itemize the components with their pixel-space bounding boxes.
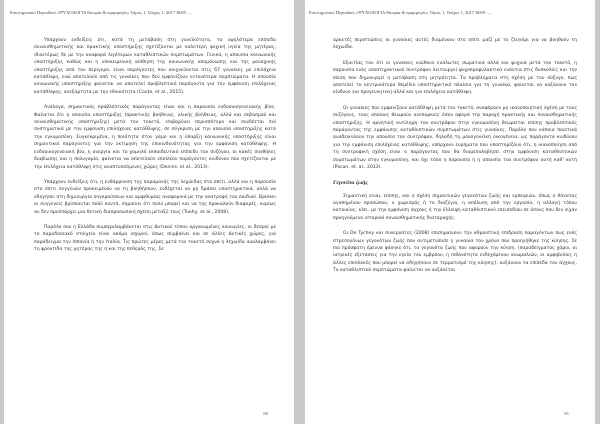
running-head: Επιστημονικό Περιοδικό «ΨΥΧΟΛΟΓΙΑ Θεωρία & εφαρμογές» Τόμος 1, Τεύχος 1, 2017 ISSN .....: [309, 10, 493, 15]
paragraph: Παρόλο που η Ελλάδα συμπεριλαμβάνεται στις Δυτικού τύπου οργανωμένες κοινωνίες, οι δεσμοί με το παραδοσιακό στοιχείο είναι ακόμα ισχυροί, όπως συμβαίνει και σε άλλες Δυτικές χώρες, για παράδειγμα την Ισπανία ή την Ιταλία. Τις πρώτες μέρες μετά τον τοκετό συχνά η λεχωίδα αναλαμβάνει τη φροντίδα της μητέρας της ή και της πεθεράς της. Σε: [34, 224, 276, 253]
paragraph: Οι De Tychey και συνεργάτες (2008) επισημαίνουν την αθροιστική επίδραση παραγόντων πως ενός στρεσογόνων γεγονότων ζωής που αντιμετώπισε η γυναίκα τον χρόνο που προηγήθηκε της κύησης. Σε πιο πρόσφατη έρευνα φάνηκε ότι, τα γεγονότα ζωής που αφορούν την κύηση, (παραδείγματος χάριν, οι ιατρικές εξετάσεις για την υγεία του εμβρύου, η πιθανότητα ενδεχόμενου ανωμαλιών, οι αμφιβολίες ή άλλες επιπλοκές που μπορεί να οδηγήσουν σε τερματισμό της κύησης), αυξάνουν τα επίπεδα του άγχους. Το καταθλιπτικά συμπτώματα φαίνεται να αυξάνεται: [333, 231, 577, 274]
page-number: 80: [263, 411, 268, 416]
paragraph: Εξαιτίας του ότι οι γυναίκες νιώθουν ευάλωτες σωματικά αλλά και ψυχικά μετά τον τοκετό, η παρουσία ενός υποστηρικτικού συντρόφου λειτουργεί ψυχοπροφυλακτικά ενάντια στις δυσκολίες και την πίεση που δημιουργεί η μετάβαση στη μητρότητα. Τα προβλήματα στη σχέση με τον σύζυγο, πως αποτελεί το κεντρικότερο θεμέλιο υποστηρικτικό πλαίσιο για τη γυναίκα, φαίνεται να αυξάνουν τον κίνδυνο για προγεννητική αλλά και για επιλόχεια κατάθλιψη.: [333, 60, 577, 96]
paragraph: Οι γυναίκες που εμφανίζουν κατάθλιψη μετά τον τοκετό, αναφέρουν μη ικανοποιητική σχέση με τους συζύγους, τους οποίους θεωρούν ανεπαρκείς όσον αφορά την παροχή πρακτικής και συναισθηματικής υποστήριξης. Η αρνητική αντίληψη του συντρόφου στην εγκυμοσύνη θεωρείται επίσης προβλεπτικός παράγοντας της εμφάνισης καταθλιπτικών συμπτωμάτων στις γυναίκες. Παρόλο που κάποια ποιοτικά αναδεικνύουν την απουσία του συντρόφου, δηλαδή τη μονογονεϊκή οικογένεια, ως παράγοντα κινδύνου για την εμφάνιση επιλόχειας κατάθλιψης, υπάρχουν ευρήματα που υποστηρίζουν ότι, η ικανοποίηση από τη συντροφική σχέση είναι ο παράγοντας που θα διαμεσολαβήσει στην εμφάνιση καταθλιπτικών συμπτωμάτων στην εγκυμοσύνη, και όχι τόσο η παρουσία ή η απουσία του συντρόφου αυτή καθ' αυτή (Pocan, et. al., 2013).: [333, 105, 577, 171]
body-text: [333, 37, 577, 405]
section-title: Γεγονότα ζωής: [333, 179, 368, 186]
running-head: Επιστημονικό Περιοδικό «ΨΥΧΟΛΟΓΙΑ Θεωρία & εφαρμογές» Τόμος 1, Τεύχος 1, 2017 ISSN .....: [10, 10, 194, 15]
paragraph: Υπάρχουν ενδείξεις ότι, η ενθάρρυνση της παραμονής της λεχώιδας στο σπίτι, αλλά και η παρουσία στο σπίτι συγγενών προκειμένου να τη βοηθήσουν, ενδέχεται να μη δράσει υποστηρικτικά, αλλά να οδηγήσει στη δημιουργία συγκρούσεων και αμφιθυμίας αναφορικά με την ανατροφή του παιδιού. Βρίσκει οι συγγενείς βρίσκονται πολύ κοντά, σημαίνει ότι πολύ μπορεί και να της προκαλούν διαφορές, κυρίως αν δεν προϋπάρχει μια θετική διαπροσωπική σχέση μεταξύ τους (Tuohy, et al., 2008).: [34, 179, 276, 215]
right-page: [305, 0, 595, 424]
paragraph: Υπάρχουν ενδείξεις ότι, κατά τη μετάβαση στη γονεϊκότητα, τα υψηλότερα επίπεδα συναισθηματικής και πρακτικής υποστήριξης σχετίζονται με καλύτερη ψυχική υγεία της μητέρας, ιδιαιτέρως δε με την αναφορά λιγότερων καταθλιπτικών συμπτωμάτων. Γενικά, η απουσία κοινωνικής υποστήριξης καθώς και η υποκειμενική αίσθηση της κοινωνικής απομόνωσης και της μοναχικής υποστήριξης από τον περίγυρο, είναι παράγοντες που ανιχνεύονται στις 67 γυναίκες με επιλόχεια κατάθλιψη, ενώ αποτελούν από τις γυναίκες που δεν εμφανίζουν εντονότερα συμπτώματα. Η απουσία κοινωνικής υποστήριξης φαίνεται να αποτελεί προβλεπτικό παράγοντα για την εμφάνιση επιλόχειας κατάθλιψης, ανεξάρτητα με την εθνικότητα (Couto, et al., 2015).: [34, 38, 276, 95]
left-page: [4, 0, 294, 424]
paragraph: Ανάλογα, σημαντικός προβλεπτικός παράγοντας είναι και η παρουσία ενδοοικογενειακής βίας. Φαίνεται ότι η απουσία υποστήριξης (πρακτικής βοήθειας, υλικής βοήθειας, αλλά και σεβασμού και συναισθηματικής υποστήριξης) μετά τον τοκετό, επιβαρύνει περισσότερο και συνδέεται πιο συστηματικά με την εμφάνιση επιλόχειας κατάθλιψης, σε σύγκριση με την απουσία υποστήριξης κατά την εγκυμοσύνη. Συγκεκριμένα, η ποιότητα στον γάμο και η ύπαρξη κοινωνικής υποστήριξης είναι σημαντικοί παράγοντες για την εκτίμηση της επικινδυνότητας για την εμφάνιση κατάθλιψης. Η ενδοοικογενειακή βία, η ανεργία και το χαμηλό εκπαιδευτικό επίπεδο του συζύγου, οι κακές συνθήκες διαβίωσης και η πολυγαμία, φαίνεται να αποτελούν επιπλέον παράγοντες κινδύνου που σχετίζονται με την επιλόχεια κατάθλιψη στις αναπτυσσόμενες χώρες (Dennis, et al., 2013).: [34, 105, 276, 170]
paragraph: Σημαντική είναι, επίσης, και η σχέση σημαντικών γεγονότων ζωής και εμπειριών, όπως ο θάνατος αγαπημένου προσώπου, ο χωρισμός ή το διαζύγιο, η απόλυση από την εργασία, η αλλαγή τόπου κατοικίας, κλπ., με την εμφάνιση άγχους ή την έλλειψη καταθλιπτικού επεισοδίου σε όσους που δεν είχαν προηγούμενο ιστορικό συναισθηματικής διαταραχής.: [333, 193, 577, 221]
page-number: 81: [564, 411, 569, 416]
body-text: [34, 37, 276, 405]
paragraph: αρκετές περιπτώσεις οι γυναίκες αυτές διαμένουν στο σπίτι μαζί με το ζευγάρι για να βοηθούν τη λεχωίδα.: [333, 38, 577, 51]
